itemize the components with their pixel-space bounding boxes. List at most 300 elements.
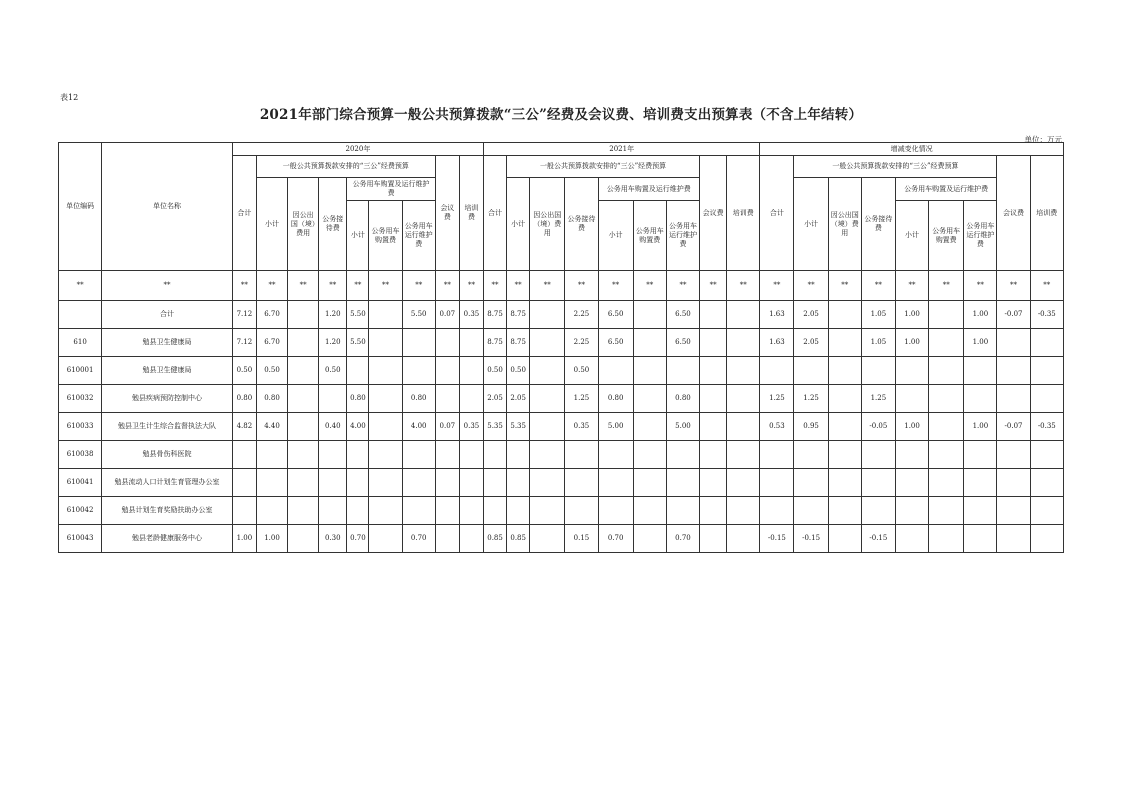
value-cell xyxy=(347,469,369,497)
value-cell: 1.25 xyxy=(760,385,794,413)
value-cell xyxy=(828,469,861,497)
col-vehicle-subtotal: 小计 xyxy=(598,201,633,271)
col-training: 培训费 xyxy=(459,156,483,271)
col-group-2021: 2021年 xyxy=(484,143,760,156)
col-unit-code: 单位编码 xyxy=(59,143,102,271)
value-cell xyxy=(288,525,319,553)
value-cell: -0.07 xyxy=(997,301,1030,329)
value-cell: 0.95 xyxy=(794,413,828,441)
value-cell: 8.75 xyxy=(484,329,507,357)
col-vehicle-purchase: 公务用车购置费 xyxy=(929,201,964,271)
col-reception: 公务接待费 xyxy=(319,178,347,271)
value-cell: 0.70 xyxy=(402,525,435,553)
value-cell: 8.75 xyxy=(484,301,507,329)
value-cell xyxy=(666,357,699,385)
col-vehicle-purchase: 公务用车购置费 xyxy=(369,201,402,271)
value-cell xyxy=(369,497,402,525)
unit-code-cell: 610001 xyxy=(59,357,102,385)
placeholder-cell: ** xyxy=(565,271,598,301)
value-cell xyxy=(964,525,997,553)
value-cell xyxy=(929,441,964,469)
value-cell xyxy=(633,441,666,469)
value-cell: 7.12 xyxy=(232,301,256,329)
value-cell xyxy=(727,441,760,469)
value-cell xyxy=(929,525,964,553)
value-cell xyxy=(929,413,964,441)
value-cell xyxy=(700,413,727,441)
value-cell: 6.50 xyxy=(666,329,699,357)
value-cell xyxy=(530,329,565,357)
col-vehicle-purchase: 公务用车购置费 xyxy=(633,201,666,271)
value-cell xyxy=(633,469,666,497)
unit-name-cell: 勉县流动人口计划生育管理办公室 xyxy=(102,469,233,497)
table-row xyxy=(59,329,1064,357)
value-cell: 1.20 xyxy=(319,329,347,357)
value-cell xyxy=(459,329,483,357)
value-cell: 0.15 xyxy=(565,525,598,553)
value-cell xyxy=(929,329,964,357)
value-cell: 7.12 xyxy=(232,329,256,357)
value-cell xyxy=(700,301,727,329)
value-cell: 2.05 xyxy=(794,301,828,329)
placeholder-cell: ** xyxy=(997,271,1030,301)
value-cell: 0.80 xyxy=(598,385,633,413)
value-cell xyxy=(402,441,435,469)
value-cell: 0.50 xyxy=(507,357,530,385)
value-cell: 6.70 xyxy=(256,329,287,357)
value-cell xyxy=(598,441,633,469)
value-cell xyxy=(1030,525,1063,553)
value-cell xyxy=(997,525,1030,553)
unit-name-cell: 勉县老龄健康服务中心 xyxy=(102,525,233,553)
value-cell: -0.35 xyxy=(1030,301,1063,329)
value-cell: 0.70 xyxy=(347,525,369,553)
value-cell xyxy=(895,357,928,385)
value-cell: 6.50 xyxy=(598,301,633,329)
value-cell xyxy=(828,329,861,357)
value-cell xyxy=(369,301,402,329)
value-cell: 0.35 xyxy=(459,301,483,329)
value-cell xyxy=(895,441,928,469)
table-body xyxy=(59,301,1064,553)
value-cell: 0.50 xyxy=(565,357,598,385)
placeholder-cell: ** xyxy=(484,271,507,301)
placeholder-cell: ** xyxy=(964,271,997,301)
value-cell xyxy=(288,385,319,413)
value-cell: 0.85 xyxy=(484,525,507,553)
unit-name-cell: 勉县计划生育奖励扶助办公室 xyxy=(102,497,233,525)
placeholder-cell: ** xyxy=(102,271,233,301)
value-cell xyxy=(828,441,861,469)
value-cell: 5.35 xyxy=(484,413,507,441)
value-cell xyxy=(288,441,319,469)
col-sangong-budget: 一般公共预算拨款安排的“三公”经费预算 xyxy=(256,156,435,178)
value-cell xyxy=(435,441,459,469)
value-cell xyxy=(232,469,256,497)
value-cell xyxy=(256,441,287,469)
value-cell xyxy=(895,525,928,553)
unit-code-cell xyxy=(59,301,102,329)
value-cell: 4.40 xyxy=(256,413,287,441)
value-cell: 1.00 xyxy=(964,413,997,441)
value-cell xyxy=(507,469,530,497)
placeholder-cell: ** xyxy=(633,271,666,301)
value-cell xyxy=(530,497,565,525)
col-group-2020: 2020年 xyxy=(232,143,483,156)
table-row xyxy=(59,469,1064,497)
placeholder-cell: ** xyxy=(895,271,928,301)
table-row xyxy=(59,525,1064,553)
value-cell xyxy=(288,301,319,329)
placeholder-cell: ** xyxy=(929,271,964,301)
value-cell xyxy=(369,385,402,413)
value-cell xyxy=(633,413,666,441)
value-cell: 4.00 xyxy=(347,413,369,441)
value-cell xyxy=(633,301,666,329)
value-cell: 6.70 xyxy=(256,301,287,329)
value-cell xyxy=(288,497,319,525)
value-cell xyxy=(484,497,507,525)
value-cell xyxy=(700,469,727,497)
col-total: 合计 xyxy=(760,156,794,271)
value-cell xyxy=(929,357,964,385)
value-cell xyxy=(530,357,565,385)
value-cell: 0.40 xyxy=(319,413,347,441)
unit-label: 单位：万元 xyxy=(1024,135,1062,144)
value-cell xyxy=(794,357,828,385)
table-number: 表12 xyxy=(60,93,79,102)
value-cell xyxy=(459,469,483,497)
value-cell xyxy=(895,469,928,497)
col-abroad: 因公出国（境）费用 xyxy=(828,178,861,271)
value-cell xyxy=(727,329,760,357)
unit-code-cell: 610 xyxy=(59,329,102,357)
value-cell: 2.25 xyxy=(565,329,598,357)
value-cell xyxy=(964,385,997,413)
value-cell xyxy=(256,469,287,497)
value-cell: 6.50 xyxy=(598,329,633,357)
unit-name-cell: 勉县疾病预防控制中心 xyxy=(102,385,233,413)
col-meeting: 会议费 xyxy=(435,156,459,271)
value-cell xyxy=(1030,441,1063,469)
value-cell xyxy=(530,301,565,329)
value-cell xyxy=(459,525,483,553)
value-cell xyxy=(565,497,598,525)
value-cell xyxy=(435,357,459,385)
value-cell xyxy=(565,469,598,497)
value-cell: 0.80 xyxy=(232,385,256,413)
col-subtotal: 小计 xyxy=(256,178,287,271)
value-cell xyxy=(828,385,861,413)
value-cell xyxy=(997,469,1030,497)
value-cell xyxy=(760,441,794,469)
value-cell xyxy=(565,441,598,469)
value-cell: 0.70 xyxy=(598,525,633,553)
value-cell: 1.63 xyxy=(760,329,794,357)
col-training: 培训费 xyxy=(1030,156,1063,271)
value-cell xyxy=(459,357,483,385)
placeholder-cell: ** xyxy=(288,271,319,301)
value-cell xyxy=(727,385,760,413)
value-cell xyxy=(997,497,1030,525)
placeholder-cell: ** xyxy=(232,271,256,301)
value-cell xyxy=(700,357,727,385)
value-cell: 5.50 xyxy=(347,329,369,357)
value-cell: 0.80 xyxy=(256,385,287,413)
value-cell: 8.75 xyxy=(507,329,530,357)
value-cell: 0.53 xyxy=(760,413,794,441)
value-cell: 2.25 xyxy=(565,301,598,329)
value-cell xyxy=(700,385,727,413)
placeholder-cell: ** xyxy=(319,271,347,301)
value-cell: 0.80 xyxy=(402,385,435,413)
value-cell: 1.25 xyxy=(861,385,895,413)
value-cell xyxy=(435,329,459,357)
value-cell: 4.82 xyxy=(232,413,256,441)
value-cell xyxy=(232,441,256,469)
placeholder-cell: ** xyxy=(435,271,459,301)
col-reception: 公务接待费 xyxy=(565,178,598,271)
col-vehicle-maint: 公务用车运行维护费 xyxy=(666,201,699,271)
col-group-change: 增减变化情况 xyxy=(760,143,1064,156)
col-meeting: 会议费 xyxy=(997,156,1030,271)
value-cell: 1.00 xyxy=(256,525,287,553)
value-cell xyxy=(288,413,319,441)
value-cell: -0.07 xyxy=(997,413,1030,441)
value-cell xyxy=(484,469,507,497)
value-cell xyxy=(794,497,828,525)
value-cell xyxy=(828,413,861,441)
placeholder-cell: ** xyxy=(727,271,760,301)
value-cell xyxy=(727,301,760,329)
value-cell xyxy=(435,469,459,497)
col-sangong-budget: 一般公共预算拨款安排的“三公”经费预算 xyxy=(507,156,700,178)
value-cell xyxy=(598,357,633,385)
placeholder-cell: ** xyxy=(861,271,895,301)
value-cell xyxy=(507,441,530,469)
value-cell xyxy=(288,357,319,385)
value-cell xyxy=(828,357,861,385)
page-title: 2021年部门综合预算一般公共预算拨款“三公”经费及会议费、培训费支出预算表（不含上年结转） xyxy=(259,107,863,123)
value-cell xyxy=(369,357,402,385)
value-cell xyxy=(319,497,347,525)
value-cell: 0.07 xyxy=(435,413,459,441)
value-cell xyxy=(530,413,565,441)
value-cell: 0.35 xyxy=(565,413,598,441)
placeholder-cell: ** xyxy=(828,271,861,301)
table-row xyxy=(59,301,1064,329)
placeholder-cell: ** xyxy=(530,271,565,301)
value-cell xyxy=(319,385,347,413)
value-cell xyxy=(598,497,633,525)
value-cell: 1.05 xyxy=(861,329,895,357)
value-cell: 5.00 xyxy=(666,413,699,441)
value-cell xyxy=(530,469,565,497)
value-cell: 0.85 xyxy=(507,525,530,553)
value-cell xyxy=(402,329,435,357)
value-cell xyxy=(997,357,1030,385)
col-abroad: 因公出国（境）费用 xyxy=(288,178,319,271)
value-cell xyxy=(633,357,666,385)
value-cell xyxy=(727,469,760,497)
placeholder-cell: ** xyxy=(598,271,633,301)
value-cell xyxy=(507,497,530,525)
value-cell xyxy=(700,525,727,553)
unit-code-cell: 610042 xyxy=(59,497,102,525)
value-cell xyxy=(828,301,861,329)
value-cell xyxy=(633,497,666,525)
value-cell: 1.05 xyxy=(861,301,895,329)
placeholder-cell: ** xyxy=(59,271,102,301)
value-cell xyxy=(794,469,828,497)
value-cell: 2.05 xyxy=(484,385,507,413)
value-cell xyxy=(402,469,435,497)
value-cell xyxy=(964,497,997,525)
value-cell xyxy=(633,329,666,357)
value-cell xyxy=(347,497,369,525)
value-cell: 0.50 xyxy=(484,357,507,385)
value-cell: 6.50 xyxy=(666,301,699,329)
unit-name-cell: 勉县卫生计生综合监督执法大队 xyxy=(102,413,233,441)
value-cell xyxy=(760,497,794,525)
budget-table xyxy=(58,142,1064,553)
placeholder-cell: ** xyxy=(256,271,287,301)
value-cell xyxy=(929,385,964,413)
value-cell xyxy=(964,441,997,469)
value-cell xyxy=(666,469,699,497)
value-cell xyxy=(861,357,895,385)
value-cell xyxy=(1030,497,1063,525)
value-cell: 5.50 xyxy=(347,301,369,329)
placeholder-cell: ** xyxy=(760,271,794,301)
value-cell xyxy=(861,469,895,497)
value-cell xyxy=(256,497,287,525)
value-cell: 0.30 xyxy=(319,525,347,553)
col-total: 合计 xyxy=(484,156,507,271)
value-cell xyxy=(633,525,666,553)
unit-name-cell: 勉县卫生健康局 xyxy=(102,357,233,385)
unit-name-cell: 合计 xyxy=(102,301,233,329)
placeholder-cell: ** xyxy=(402,271,435,301)
value-cell xyxy=(929,469,964,497)
col-meeting: 会议费 xyxy=(700,156,727,271)
value-cell: -0.35 xyxy=(1030,413,1063,441)
table-row xyxy=(59,413,1064,441)
value-cell: 2.05 xyxy=(507,385,530,413)
value-cell xyxy=(459,385,483,413)
col-sangong-budget: 一般公共预算拨款安排的“三公”经费预算 xyxy=(794,156,997,178)
value-cell: 1.25 xyxy=(794,385,828,413)
col-total: 合计 xyxy=(232,156,256,271)
value-cell xyxy=(828,497,861,525)
value-cell: -0.15 xyxy=(760,525,794,553)
col-vehicle-maint: 公务用车运行维护费 xyxy=(964,201,997,271)
value-cell xyxy=(369,413,402,441)
col-abroad: 因公出国（境）费用 xyxy=(530,178,565,271)
value-cell xyxy=(402,357,435,385)
value-cell xyxy=(861,441,895,469)
value-cell xyxy=(530,441,565,469)
col-reception: 公务接待费 xyxy=(861,178,895,271)
unit-code-cell: 610038 xyxy=(59,441,102,469)
value-cell xyxy=(964,469,997,497)
table-row xyxy=(59,497,1064,525)
value-cell xyxy=(727,525,760,553)
unit-code-cell: 610032 xyxy=(59,385,102,413)
value-cell xyxy=(861,497,895,525)
col-vehicle-group: 公务用车购置及运行维护费 xyxy=(347,178,435,201)
unit-code-cell: 610041 xyxy=(59,469,102,497)
unit-name-cell: 勉县卫生健康局 xyxy=(102,329,233,357)
value-cell xyxy=(633,385,666,413)
placeholder-cell: ** xyxy=(507,271,530,301)
value-cell: 0.50 xyxy=(256,357,287,385)
value-cell xyxy=(402,497,435,525)
col-vehicle-maint: 公务用车运行维护费 xyxy=(402,201,435,271)
col-unit-name: 单位名称 xyxy=(102,143,233,271)
value-cell xyxy=(369,329,402,357)
value-cell xyxy=(964,357,997,385)
value-cell xyxy=(369,441,402,469)
col-vehicle-group: 公务用车购置及运行维护费 xyxy=(598,178,699,201)
value-cell xyxy=(929,301,964,329)
value-cell: -0.15 xyxy=(794,525,828,553)
value-cell: -0.05 xyxy=(861,413,895,441)
value-cell xyxy=(319,469,347,497)
value-cell: 5.35 xyxy=(507,413,530,441)
placeholder-cell: ** xyxy=(1030,271,1063,301)
value-cell xyxy=(828,525,861,553)
value-cell xyxy=(895,497,928,525)
value-cell: 1.20 xyxy=(319,301,347,329)
value-cell xyxy=(530,525,565,553)
value-cell: 0.35 xyxy=(459,413,483,441)
value-cell xyxy=(232,497,256,525)
value-cell: 0.50 xyxy=(319,357,347,385)
value-cell: 2.05 xyxy=(794,329,828,357)
value-cell: 1.63 xyxy=(760,301,794,329)
value-cell xyxy=(700,441,727,469)
value-cell: 1.00 xyxy=(895,329,928,357)
value-cell xyxy=(760,469,794,497)
value-cell: 0.07 xyxy=(435,301,459,329)
placeholder-row xyxy=(59,271,1064,301)
value-cell xyxy=(435,525,459,553)
value-cell: -0.15 xyxy=(861,525,895,553)
unit-name-cell: 勉县骨伤科医院 xyxy=(102,441,233,469)
value-cell xyxy=(1030,329,1063,357)
value-cell xyxy=(459,497,483,525)
placeholder-cell: ** xyxy=(666,271,699,301)
value-cell: 0.50 xyxy=(232,357,256,385)
value-cell xyxy=(997,441,1030,469)
value-cell xyxy=(530,385,565,413)
value-cell xyxy=(666,497,699,525)
value-cell: 5.00 xyxy=(598,413,633,441)
value-cell xyxy=(347,357,369,385)
table-row xyxy=(59,357,1064,385)
col-vehicle-group: 公务用车购置及运行维护费 xyxy=(895,178,996,201)
table-row xyxy=(59,385,1064,413)
value-cell: 0.70 xyxy=(666,525,699,553)
value-cell: 1.00 xyxy=(895,301,928,329)
placeholder-cell: ** xyxy=(459,271,483,301)
col-training: 培训费 xyxy=(727,156,760,271)
placeholder-cell: ** xyxy=(347,271,369,301)
col-subtotal: 小计 xyxy=(794,178,828,271)
unit-code-cell: 610033 xyxy=(59,413,102,441)
value-cell xyxy=(1030,357,1063,385)
